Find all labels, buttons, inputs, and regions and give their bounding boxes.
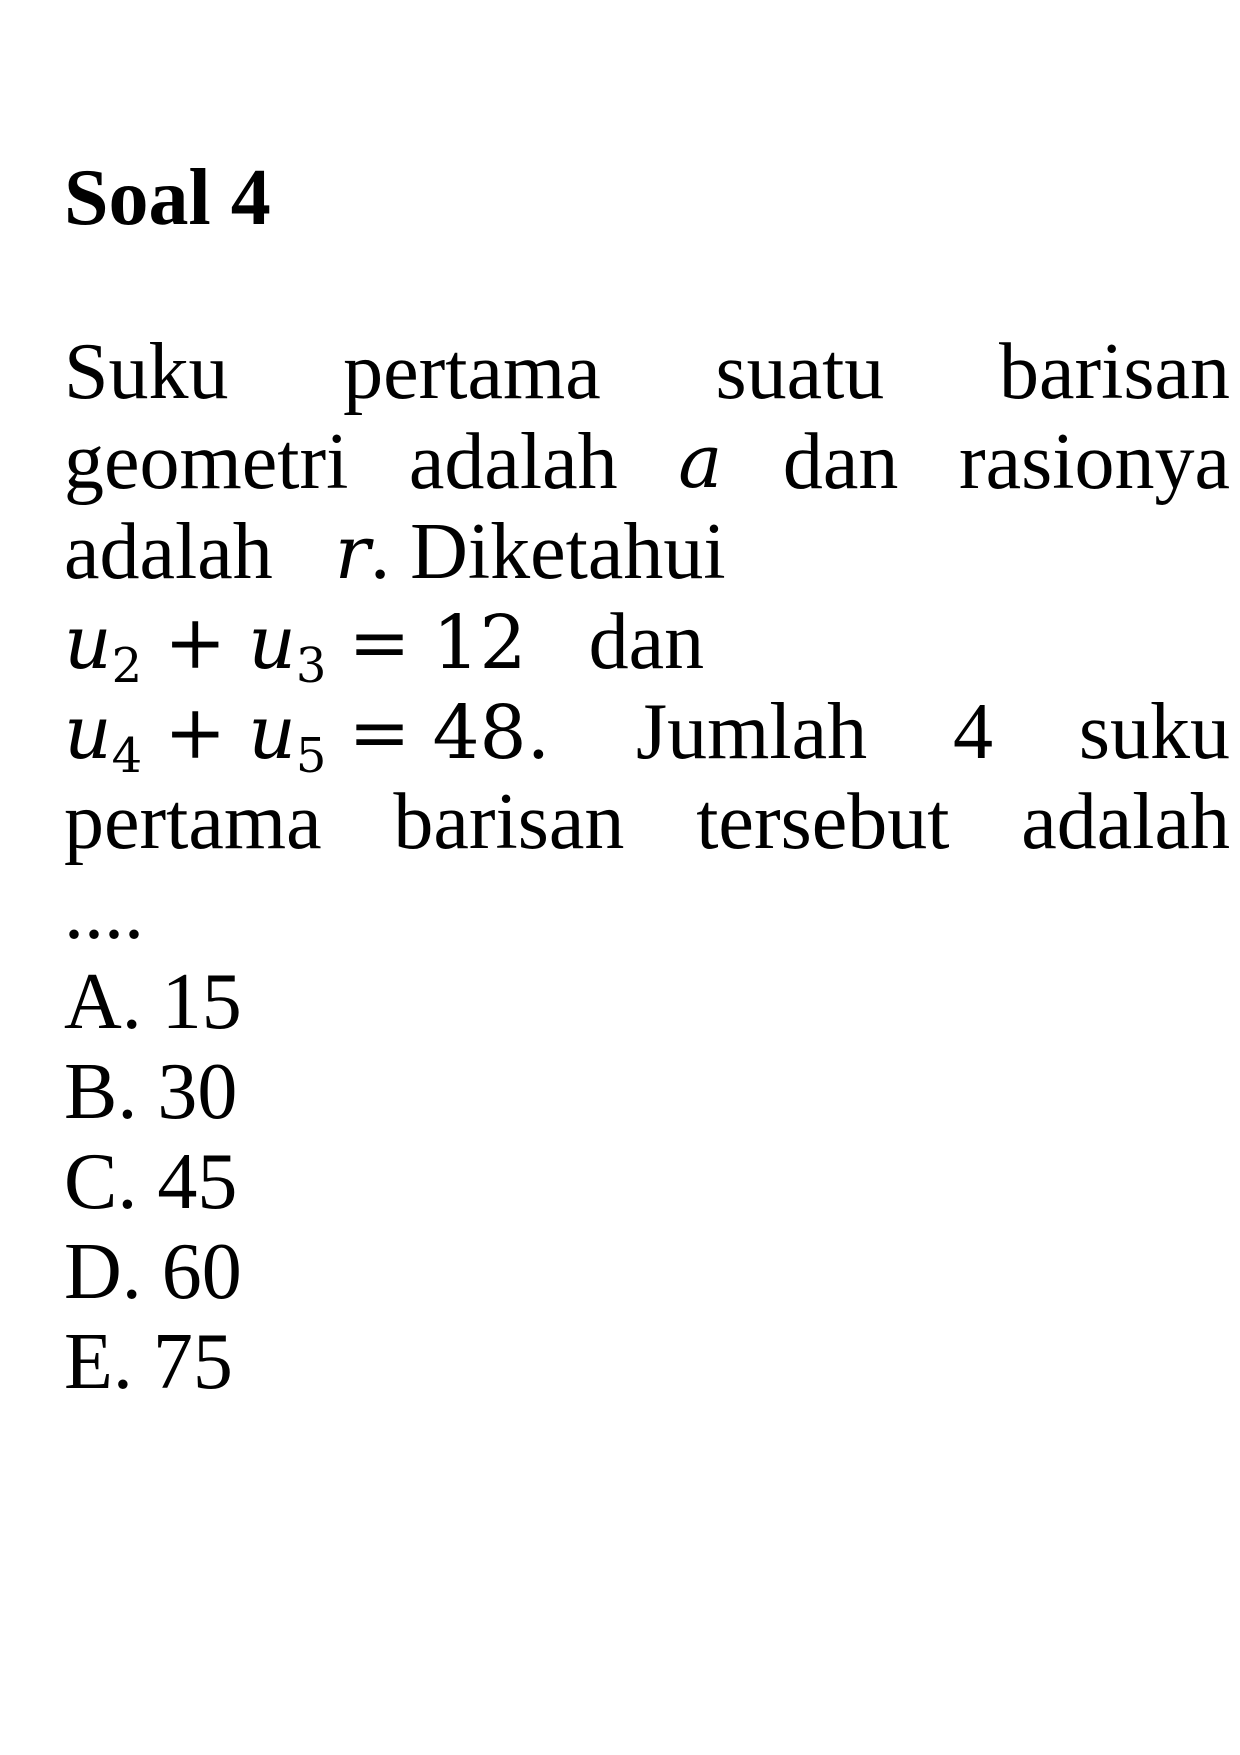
option-b[interactable]: B. 30 xyxy=(64,1048,238,1136)
variable-a: a xyxy=(678,419,723,505)
term-u: u xyxy=(64,690,112,776)
word: suatu xyxy=(715,328,885,416)
word: geometri xyxy=(64,418,349,506)
equals-sign: = xyxy=(348,690,411,776)
question-line-2 xyxy=(64,418,1230,506)
term-u: u xyxy=(64,600,112,686)
variable-r: r xyxy=(334,510,371,596)
word: adalah xyxy=(408,418,618,506)
word: . Diketahui xyxy=(370,508,726,596)
word: barisan xyxy=(393,778,625,866)
subscript: 4 xyxy=(111,728,143,784)
word: pertama xyxy=(343,328,601,416)
subscript: 2 xyxy=(111,638,143,694)
word: pertama xyxy=(64,778,322,866)
word: 4 xyxy=(952,688,993,776)
question-line-3 xyxy=(64,508,726,596)
equation-value: 12 xyxy=(432,600,527,686)
word: Suku xyxy=(64,328,229,416)
question-ellipsis: .... xyxy=(64,868,144,956)
subscript: 5 xyxy=(295,728,327,784)
option-a[interactable]: A. 15 xyxy=(64,958,242,1046)
plus-sign: + xyxy=(164,600,227,686)
word: dan xyxy=(782,418,899,506)
word: dan xyxy=(588,598,705,686)
plus-sign: + xyxy=(164,690,227,776)
word: rasionya xyxy=(958,418,1230,506)
word: adalah xyxy=(1021,778,1230,866)
question-line-6 xyxy=(64,778,1230,866)
word: barisan xyxy=(998,328,1230,416)
option-c[interactable]: C. 45 xyxy=(64,1138,238,1226)
question-title: Soal 4 xyxy=(64,154,271,242)
equation-value: 48. xyxy=(432,690,551,776)
subscript: 3 xyxy=(295,638,327,694)
term-u: u xyxy=(248,690,296,776)
option-d[interactable]: D. 60 xyxy=(64,1228,242,1316)
word: Jumlah xyxy=(636,688,868,776)
option-e[interactable]: E. 75 xyxy=(64,1318,233,1406)
question-line-1 xyxy=(64,328,1230,416)
equals-sign: = xyxy=(348,600,411,686)
term-u: u xyxy=(248,600,296,686)
word: adalah xyxy=(64,508,273,596)
word: tersebut xyxy=(696,778,950,866)
word: suku xyxy=(1078,688,1230,776)
